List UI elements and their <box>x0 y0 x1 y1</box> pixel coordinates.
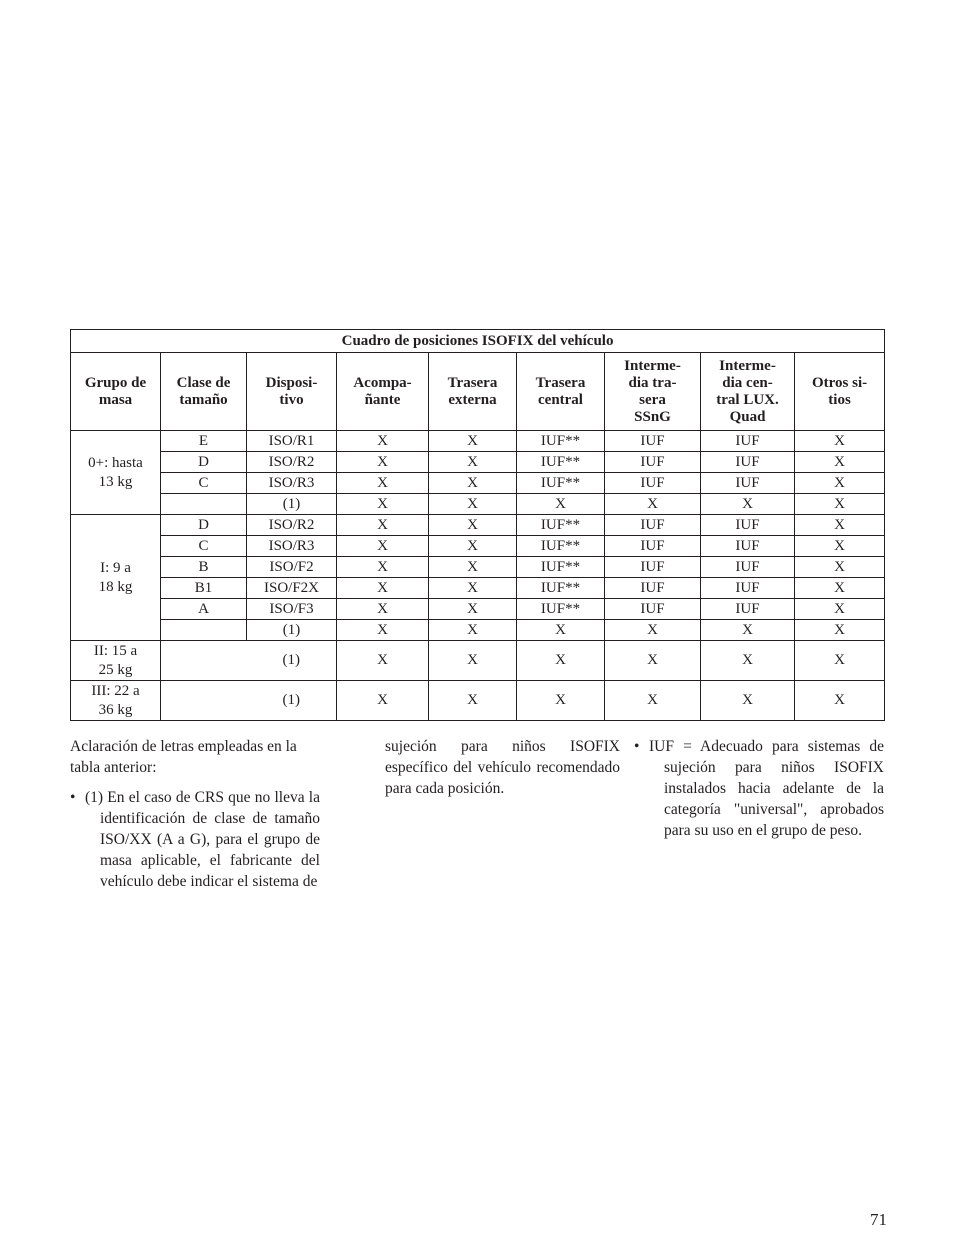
table-cell: IUF** <box>517 515 605 536</box>
table-cell: X <box>795 515 885 536</box>
table-cell: IUF** <box>517 599 605 620</box>
table-cell: X <box>337 620 429 641</box>
column-header: Interme- dia tra- sera SSnG <box>605 353 701 431</box>
table-cell: IUF** <box>517 431 605 452</box>
table-row <box>71 473 885 494</box>
table-cell: X <box>429 515 517 536</box>
table-cell: (1) <box>247 681 337 721</box>
column-header: Disposi- tivo <box>247 353 337 431</box>
bullet-icon: • <box>634 738 640 755</box>
column-header: Trasera externa <box>429 353 517 431</box>
table-cell: X <box>429 494 517 515</box>
table-row <box>71 641 885 681</box>
table-cell: X <box>795 681 885 721</box>
table-row <box>71 494 885 515</box>
table-cell: X <box>429 620 517 641</box>
table-cell: X <box>337 536 429 557</box>
table-cell: X <box>429 641 517 681</box>
table-cell: X <box>795 431 885 452</box>
table-row <box>71 578 885 599</box>
table-cell: IUF** <box>517 536 605 557</box>
table-cell <box>161 681 247 721</box>
table-cell: ISO/R3 <box>247 473 337 494</box>
column-header: Grupo de masa <box>71 353 161 431</box>
table-cell: ISO/R2 <box>247 515 337 536</box>
table-cell: X <box>795 578 885 599</box>
table-cell: (1) <box>247 641 337 681</box>
note-bullet-1 <box>70 787 320 892</box>
table-cell <box>161 641 247 681</box>
table-cell: X <box>795 557 885 578</box>
table-cell: A <box>161 599 247 620</box>
mass-group-cell: I: 9 a 18 kg <box>71 515 161 641</box>
table-cell: X <box>429 452 517 473</box>
table-cell: (1) <box>247 620 337 641</box>
notes-column-2 <box>370 736 620 799</box>
table-cell: X <box>795 494 885 515</box>
table-cell: IUF <box>701 473 795 494</box>
table-cell: X <box>795 599 885 620</box>
bullet-icon: • <box>70 789 76 806</box>
notes-column-1 <box>70 736 320 892</box>
table-cell: X <box>429 473 517 494</box>
table-cell: X <box>429 431 517 452</box>
table-cell: X <box>605 641 701 681</box>
table-cell: X <box>795 641 885 681</box>
table-cell: IUF <box>605 536 701 557</box>
table-cell: ISO/R1 <box>247 431 337 452</box>
table-cell: X <box>337 431 429 452</box>
column-header: Otros si- tios <box>795 353 885 431</box>
table-cell: X <box>337 452 429 473</box>
notes-column-3 <box>634 736 884 841</box>
column-header: Clase de tamaño <box>161 353 247 431</box>
table-cell: IUF** <box>517 452 605 473</box>
table-cell <box>161 620 247 641</box>
table-cell: X <box>337 641 429 681</box>
mass-group-cell: III: 22 a 36 kg <box>71 681 161 721</box>
table-cell: X <box>429 599 517 620</box>
mass-group-cell: 0+: hasta 13 kg <box>71 431 161 515</box>
table-cell: ISO/F3 <box>247 599 337 620</box>
table-row <box>71 431 885 452</box>
table-cell: X <box>795 473 885 494</box>
table-cell: E <box>161 431 247 452</box>
table-cell: X <box>795 452 885 473</box>
table-cell: X <box>701 494 795 515</box>
table-cell: X <box>605 681 701 721</box>
table-cell: X <box>517 681 605 721</box>
note-bullet-1-text: (1) En el caso de CRS que no lleva la identificación de clase de tamaño ISO/XX (A a G), para el grupo de masa aplicable, el fabricante del vehículo debe indicar el sistema de <box>85 789 320 890</box>
table-cell: IUF <box>605 557 701 578</box>
table-cell: IUF <box>701 431 795 452</box>
table-cell: X <box>429 536 517 557</box>
table-cell: X <box>701 641 795 681</box>
mass-group-cell: II: 15 a 25 kg <box>71 641 161 681</box>
table-cell: IUF <box>701 452 795 473</box>
table-cell: IUF <box>701 599 795 620</box>
table-cell: IUF <box>701 557 795 578</box>
table-cell: X <box>795 620 885 641</box>
page-number: 71 <box>870 1210 887 1229</box>
table-cell: IUF <box>605 578 701 599</box>
table-cell: D <box>161 452 247 473</box>
table-row <box>71 599 885 620</box>
table-cell: IUF** <box>517 557 605 578</box>
table-row <box>71 620 885 641</box>
table-cell: X <box>605 494 701 515</box>
table-cell: X <box>429 681 517 721</box>
table-row <box>71 681 885 721</box>
table-cell: ISO/R3 <box>247 536 337 557</box>
notes-intro: Aclaración de letras empleadas en la tabla anterior: <box>70 738 297 776</box>
table-cell: B <box>161 557 247 578</box>
table-row <box>71 557 885 578</box>
table-cell: X <box>701 681 795 721</box>
table-cell: ISO/F2X <box>247 578 337 599</box>
table-cell: X <box>337 599 429 620</box>
table-cell: (1) <box>247 494 337 515</box>
table-header-row <box>71 353 885 431</box>
table-cell: ISO/R2 <box>247 452 337 473</box>
table-cell: IUF <box>605 515 701 536</box>
table-cell: X <box>605 620 701 641</box>
table-cell: B1 <box>161 578 247 599</box>
table-cell: ISO/F2 <box>247 557 337 578</box>
note-bullet-2-text: IUF = Adecuado para sistemas de sujeción para niños ISOFIX instalados hacia adelante de la categoría "universal", aprobados para su uso en el grupo de peso. <box>649 738 884 839</box>
table-cell: IUF <box>605 431 701 452</box>
table-cell: X <box>337 473 429 494</box>
table-cell: X <box>795 536 885 557</box>
table-row <box>71 515 885 536</box>
table-cell: IUF <box>701 536 795 557</box>
table-cell: IUF** <box>517 473 605 494</box>
column-header: Interme- dia cen- tral LUX. Quad <box>701 353 795 431</box>
column-header: Acompa- ñante <box>337 353 429 431</box>
note-bullet-2 <box>634 736 884 841</box>
note-bullet-1-continuation: sujeción para niños ISOFIX específico del vehículo recomendado para cada posición. <box>385 738 620 797</box>
table-cell: X <box>429 557 517 578</box>
table-cell: X <box>337 578 429 599</box>
table-cell: X <box>701 620 795 641</box>
table-cell: X <box>337 557 429 578</box>
table-cell: X <box>429 578 517 599</box>
table-cell: IUF** <box>517 578 605 599</box>
table-cell <box>161 494 247 515</box>
table-cell: IUF <box>605 599 701 620</box>
column-header: Trasera central <box>517 353 605 431</box>
isofix-positions-table <box>70 329 885 721</box>
table-cell: IUF <box>701 578 795 599</box>
table-cell: IUF <box>605 473 701 494</box>
table-row <box>71 452 885 473</box>
table-cell: IUF <box>701 515 795 536</box>
table-cell: C <box>161 473 247 494</box>
table-row <box>71 536 885 557</box>
table-title: Cuadro de posiciones ISOFIX del vehículo <box>71 330 885 353</box>
table-cell: X <box>517 494 605 515</box>
table-cell: D <box>161 515 247 536</box>
table-cell: X <box>337 494 429 515</box>
table-cell: IUF <box>605 452 701 473</box>
table-cell: X <box>517 620 605 641</box>
table-cell: X <box>337 515 429 536</box>
table-cell: C <box>161 536 247 557</box>
table-cell: X <box>337 681 429 721</box>
table-cell: X <box>517 641 605 681</box>
